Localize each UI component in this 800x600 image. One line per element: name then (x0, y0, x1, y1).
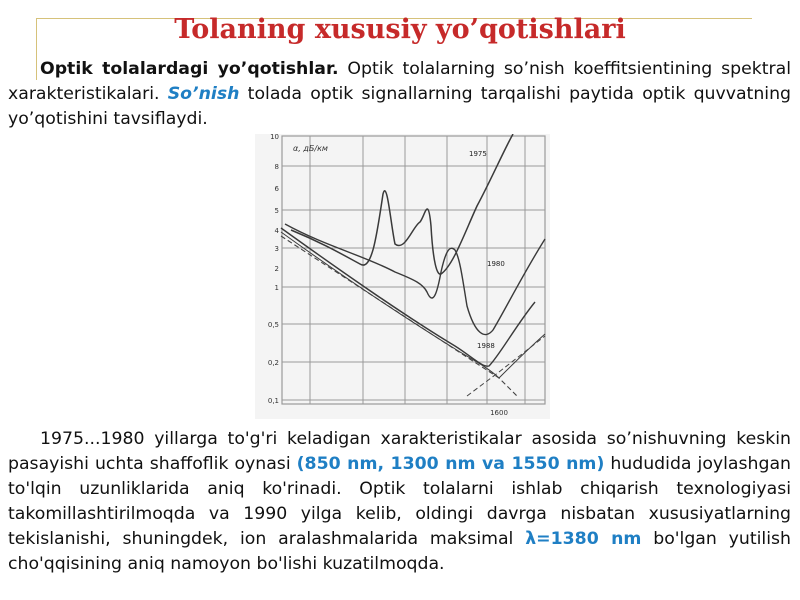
intro-bold-lead: Optik tolalardagi yo’qotishlar. (40, 59, 339, 79)
intro-highlight: So’nish (167, 84, 240, 104)
intro-paragraph (8, 57, 791, 132)
slide-title: Tolaning xususiy yo’qotishlari (174, 14, 626, 45)
y-tick-label: 3 (274, 245, 279, 253)
chart-background (255, 134, 550, 419)
y-tick-label: 0,1 (267, 397, 279, 405)
attenuation-chart-svg (255, 134, 550, 419)
body-text-3: bo'lgan yutilish cho'qqisining aniq namoyon bo'lishi kuzatilmoqda. (8, 529, 791, 574)
y-tick-label: 0,5 (267, 321, 279, 329)
curve-label: 1980 (487, 260, 505, 268)
body-paragraph (8, 427, 791, 577)
y-tick-label: 0,2 (267, 359, 279, 367)
body-highlight-lambda: λ=1380 nm (525, 529, 642, 549)
body-highlight-windows: (850 nm, 1300 nm va 1550 nm) (296, 454, 605, 474)
y-tick-label: 2 (274, 265, 279, 273)
intro-text-2: tolada optik signallarning tarqalishi paytida optik quvvatning yo’qotishini tavsiflaydi. (8, 84, 791, 129)
y-tick-label: 1 (274, 284, 279, 292)
x-tick-labels (490, 409, 508, 417)
curve-label: 1975 (469, 150, 487, 158)
curve-label: 1988 (477, 342, 495, 350)
body-text-2: hududida joylashgan to'lqin uzunliklarida aniq ko'rinadi. Optik tolalarni ishlab chiqarish texnologiyasi takomillashtirilmoqda va 1990 yilga kelib, oldingi davrga nisbatan xususiyatlarning tekislanishi, shuningdek, ion aralashmalarida maksimal (8, 454, 791, 549)
y-tick-label: 10 (270, 134, 279, 141)
y-tick-label: 5 (274, 207, 279, 215)
body-text-1: 1975...1980 yillarga to'g'ri keladigan xarakteristikalar asosida so’nishuvning keskin pasayishi uchta shaffoflik oynasi (8, 429, 791, 474)
attenuation-chart (255, 134, 550, 419)
y-axis-label: α, дБ/км (293, 144, 328, 153)
intro-text-1: Optik tolalarning so’nish koeffitsientining spektral xarakteristikalari. (8, 59, 791, 104)
y-tick-label: 4 (274, 227, 279, 235)
y-tick-label: 8 (274, 163, 279, 171)
y-tick-label: 6 (274, 185, 279, 193)
x-tick-label: 1600 (490, 409, 508, 417)
